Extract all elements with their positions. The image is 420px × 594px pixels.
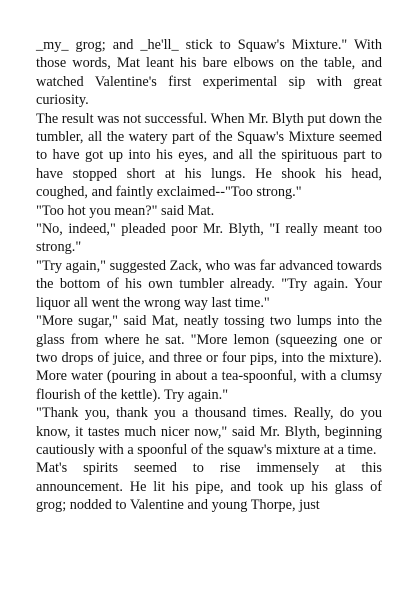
- paragraph-3: "Too hot you mean?" said Mat.: [36, 202, 215, 219]
- page-text: [36, 36, 382, 515]
- paragraph-2: The result was not successful. When Mr. Blyth put down the tumbler, all the watery part of the Squaw's Mixture seemed to have got up into his eyes, and all the spirituous part to have stopped short at his lungs. He shook his head, coughed, and faintly exclaimed--"Too strong.": [36, 110, 382, 201]
- paragraph-5: "Try again," suggested Zack, who was far advanced towards the bottom of his own tumbler already. "Try again. Your liquor all went the wrong way last time.": [36, 257, 382, 311]
- paragraph-7: "Thank you, thank you a thousand times. Really, do you know, it tastes much nicer now," said Mr. Blyth, beginning cautiously with a spoonful of the squaw's mixture at a time.: [36, 405, 382, 458]
- paragraph-8: Mat's spirits seemed to rise immensely at this announcement. He lit his pipe, and took up his glass of grog; nodded to Valentine and young Thorpe, just: [36, 460, 382, 514]
- paragraph-1: _my_ grog; and _he'll_ stick to Squaw's Mixture." With those words, Mat leant his bare elbows on the table, and watched Valentine's first experimental sip with great curiosity.: [36, 37, 382, 109]
- paragraph-6: "More sugar," said Mat, neatly tossing two lumps into the glass from where he sat. "More lemon (squeezing one or two drops of juice, and three or four pips, into the mixture). More water (pouring in about a tea-spoonful, with a clumsy flourish of the kettle). Try again.": [36, 313, 382, 403]
- paragraph-4: "No, indeed," pleaded poor Mr. Blyth, "I really meant too strong.": [36, 221, 382, 256]
